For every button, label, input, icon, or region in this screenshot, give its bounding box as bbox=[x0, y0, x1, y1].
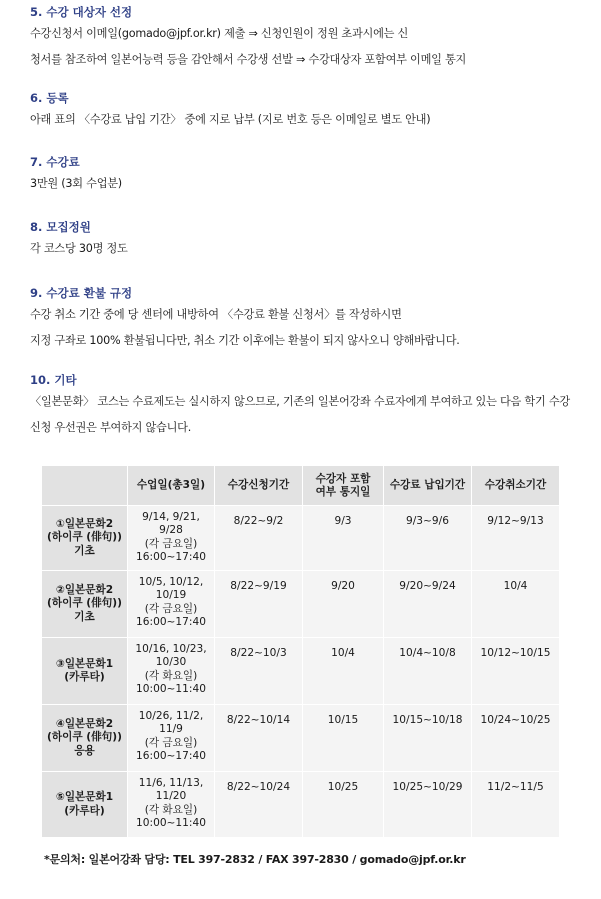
section-line: 수강신청서 이메일(gomado@jpf.or.kr) 제출 ⇒ 신청인원이 정원 초과시에는 신 bbox=[30, 27, 409, 40]
section-line: 각 코스당 30명 정도 bbox=[30, 242, 128, 255]
table-row bbox=[42, 772, 560, 838]
section-5 bbox=[30, 4, 590, 73]
section-title: 9. 수강료 환불 규정 bbox=[30, 286, 133, 300]
table-row bbox=[42, 705, 560, 772]
class-dates: 11/6, 11/13, 11/20 (각 화요일) 10:00~11:40 bbox=[128, 772, 215, 838]
section-body bbox=[30, 302, 590, 354]
header-empty bbox=[42, 466, 128, 506]
payment-period: 10/4~10/8 bbox=[384, 638, 472, 705]
section-line: 신청 우선권은 부여하지 않습니다. bbox=[30, 421, 192, 434]
header-cancel-period: 수강취소기간 bbox=[472, 466, 560, 506]
table-row bbox=[42, 506, 560, 571]
apply-period: 8/22~9/2 bbox=[215, 506, 303, 571]
section-line: 지정 구좌로 100% 환불됩니다만, 취소 기간 이후에는 환불이 되지 않사오니 양해바랍니다. bbox=[30, 334, 460, 347]
payment-period: 9/3~9/6 bbox=[384, 506, 472, 571]
notify-date: 10/15 bbox=[303, 705, 384, 772]
course-name: ①일본문화2 (하이쿠 (俳句)) 기초 bbox=[42, 506, 128, 571]
payment-period: 9/20~9/24 bbox=[384, 571, 472, 638]
cancel-period: 9/12~9/13 bbox=[472, 506, 560, 571]
section-body bbox=[30, 21, 590, 73]
apply-period: 8/22~10/24 bbox=[215, 772, 303, 838]
notify-date: 9/3 bbox=[303, 506, 384, 571]
section-title: 7. 수강료 bbox=[30, 155, 80, 169]
cancel-period: 10/24~10/25 bbox=[472, 705, 560, 772]
header-apply-period: 수강신청기간 bbox=[215, 466, 303, 506]
notify-date: 10/4 bbox=[303, 638, 384, 705]
cancel-period: 11/2~11/5 bbox=[472, 772, 560, 838]
schedule-table bbox=[41, 465, 560, 838]
section-title: 10. 기타 bbox=[30, 373, 77, 387]
notify-date: 10/25 bbox=[303, 772, 384, 838]
class-dates: 10/26, 11/2, 11/9 (각 금요일) 16:00~17:40 bbox=[128, 705, 215, 772]
contact-footer: *문의처: 일본어강좌 담당: TEL 397-2832 / FAX 397-2830 / gomado@jpf.or.kr bbox=[44, 853, 466, 866]
class-dates: 10/16, 10/23, 10/30 (각 화요일) 10:00~11:40 bbox=[128, 638, 215, 705]
section-6 bbox=[30, 90, 590, 133]
section-line: 청서를 참조하여 일본어능력 등을 감안해서 수강생 선발 ⇒ 수강대상자 포함여부 이메일 통지 bbox=[30, 53, 467, 66]
apply-period: 8/22~9/19 bbox=[215, 571, 303, 638]
section-line: 〈일본문화〉 코스는 수료제도는 실시하지 않으므로, 기존의 일본어강좌 수료자에게 부여하고 있는 다음 학기 수강 bbox=[30, 395, 570, 408]
section-line: 아래 표의 〈수강료 납입 기간〉 중에 지로 납부 (지로 번호 등은 이메일로 별도 안내) bbox=[30, 113, 431, 126]
section-8 bbox=[30, 219, 590, 262]
payment-period: 10/25~10/29 bbox=[384, 772, 472, 838]
section-7 bbox=[30, 154, 590, 197]
class-dates: 9/14, 9/21, 9/28 (각 금요일) 16:00~17:40 bbox=[128, 506, 215, 571]
apply-period: 8/22~10/14 bbox=[215, 705, 303, 772]
header-class-dates: 수업일(총3일) bbox=[128, 466, 215, 506]
header-payment-period: 수강료 납입기간 bbox=[384, 466, 472, 506]
table-row bbox=[42, 571, 560, 638]
section-title: 8. 모집정원 bbox=[30, 220, 91, 234]
section-10 bbox=[30, 372, 590, 441]
section-body bbox=[30, 236, 590, 262]
course-name: ④일본문화2 (하이쿠 (俳句)) 응용 bbox=[42, 705, 128, 772]
section-line: 3만원 (3회 수업분) bbox=[30, 177, 122, 190]
section-title: 6. 등록 bbox=[30, 91, 69, 105]
section-body bbox=[30, 171, 590, 197]
notify-date: 9/20 bbox=[303, 571, 384, 638]
section-body bbox=[30, 389, 590, 441]
table-row bbox=[42, 638, 560, 705]
table-header-row bbox=[42, 466, 560, 506]
section-title: 5. 수강 대상자 선정 bbox=[30, 5, 133, 19]
apply-period: 8/22~10/3 bbox=[215, 638, 303, 705]
payment-period: 10/15~10/18 bbox=[384, 705, 472, 772]
section-body bbox=[30, 107, 590, 133]
section-line: 수강 취소 기간 중에 당 센터에 내방하여 〈수강료 환불 신청서〉를 작성하시면 bbox=[30, 308, 402, 321]
class-dates: 10/5, 10/12, 10/19 (각 금요일) 16:00~17:40 bbox=[128, 571, 215, 638]
course-name: ③일본문화1 (카루타) bbox=[42, 638, 128, 705]
section-9 bbox=[30, 285, 590, 354]
cancel-period: 10/4 bbox=[472, 571, 560, 638]
cancel-period: 10/12~10/15 bbox=[472, 638, 560, 705]
course-name: ②일본문화2 (하이쿠 (俳句)) 기초 bbox=[42, 571, 128, 638]
course-name: ⑤일본문화1 (카루타) bbox=[42, 772, 128, 838]
header-notify-date: 수강자 포함 여부 통지일 bbox=[303, 466, 384, 506]
